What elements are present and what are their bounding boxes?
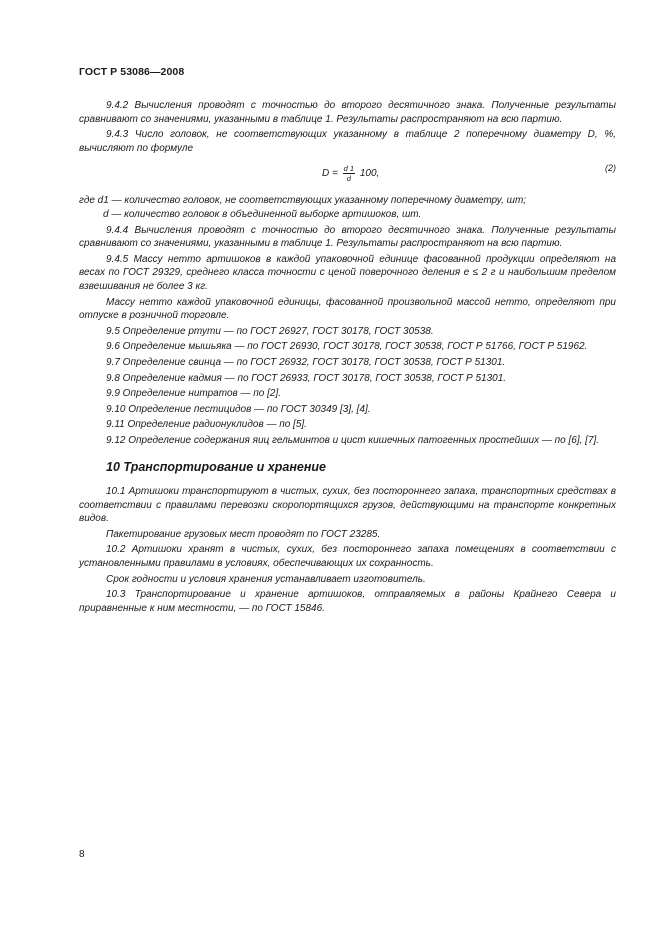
formula-number: (2) — [605, 163, 616, 174]
paragraph-10-3: 10.3 Транспортирование и хранение артишоков, отправляемых в районы Крайнего Севера и приравненные к ним местности, — по ГОСТ 15846. — [79, 589, 616, 614]
page-number: 8 — [79, 849, 85, 860]
paragraph-9-6: 9.6 Определение мышьяка — по ГОСТ 26930, ГОСТ 30178, ГОСТ 30538, ГОСТ Р 51766, ГОСТ Р 51962. — [106, 341, 588, 353]
paragraph-10-1: 10.1 Артишоки транспортируют в чистых, сухих, без постороннего запаха, транспортных средствах в соответствии с правилами перевозки скоропортящихся грузов, действующими на транспорте конкретных видов. — [79, 486, 616, 525]
paragraph-9-4-2: 9.4.2 Вычисления проводят с точностью до второго десятичного знака. Полученные результаты сравнивают со значениями, указанными в таблице 1. Результаты распространяют на всю партию. — [79, 100, 616, 125]
formula-denominator: d — [346, 174, 351, 184]
formula-fraction — [343, 164, 355, 183]
paragraph-9-4-4: 9.4.4 Вычисления проводят с точностью до второго десятичного знака. Полученные результаты сравнивают со значениями, указанными в таблице 1. Результаты распространяют на всю партию. — [79, 224, 616, 250]
paragraph-9-4-3: 9.4.3 Число головок, не соответствующих указанному в таблице 2 поперечному диаметру D, %, вычисляют по формуле — [79, 129, 616, 154]
formula-expression — [322, 164, 379, 183]
section-heading-10: 10 Транспортирование и хранение — [106, 460, 326, 475]
formula-numerator: d 1 — [343, 164, 355, 174]
paragraph-9-5: 9.5 Определение ртути — по ГОСТ 26927, ГОСТ 30178, ГОСТ 30538. — [106, 325, 434, 337]
paragraph-9-4-5: 9.4.5 Массу нетто артишоков в каждой упаковочной единице фасованной продукции определяют на весах по ГОСТ 29329, среднего класса точности с ценой поверочного деления e ≤ 2 г и наибольшим пределом взвешивания не более 3 кг. — [79, 253, 616, 292]
document-header: ГОСТ Р 53086—2008 — [79, 66, 185, 78]
paragraph-net-mass: Массу нетто каждой упаковочной единицы, фасованной произвольной массой нетто, определяют при отпуске в розничной торговле. — [79, 296, 616, 322]
paragraph-9-8: 9.8 Определение кадмия — по ГОСТ 26933, ГОСТ 30178, ГОСТ 30538, ГОСТ Р 51301. — [106, 372, 507, 384]
paragraph-9-12: 9.12 Определение содержания яиц гельминтов и цист кишечных патогенных простейших — по [6], [7]. — [106, 434, 600, 446]
paragraph-packaging: Пакетирование грузовых мест проводят по ГОСТ 23285. — [106, 528, 381, 540]
definition-d1: где d1 — количество головок, не соответствующих указанному поперечному диаметру, шт; — [79, 195, 527, 207]
paragraph-9-11: 9.11 Определение радионуклидов — по [5]. — [106, 419, 307, 431]
page-content — [79, 99, 616, 615]
paragraph-9-9: 9.9 Определение нитратов — по [2]. — [106, 388, 282, 400]
definition-d: d — количество головок в объединенной выборке артишоков, шт. — [103, 208, 422, 220]
formula-rhs: 100, — [359, 168, 380, 180]
paragraph-9-7: 9.7 Определение свинца — по ГОСТ 26932, ГОСТ 30178, ГОСТ 30538, ГОСТ Р 51301. — [106, 356, 506, 368]
paragraph-9-10: 9.10 Определение пестицидов — по ГОСТ 30349 [3], [4]. — [106, 403, 371, 415]
formula-lhs: D = — [322, 168, 338, 180]
formula-2 — [79, 158, 616, 192]
paragraph-shelf-life: Срок годности и условия хранения устанавливает изготовитель. — [106, 573, 426, 585]
paragraph-10-2: 10.2 Артишоки хранят в чистых, сухих, без постороннего запаха помещениях в соответствии с установленными правилами в условиях, обеспечивающих их сохранность. — [79, 544, 616, 570]
